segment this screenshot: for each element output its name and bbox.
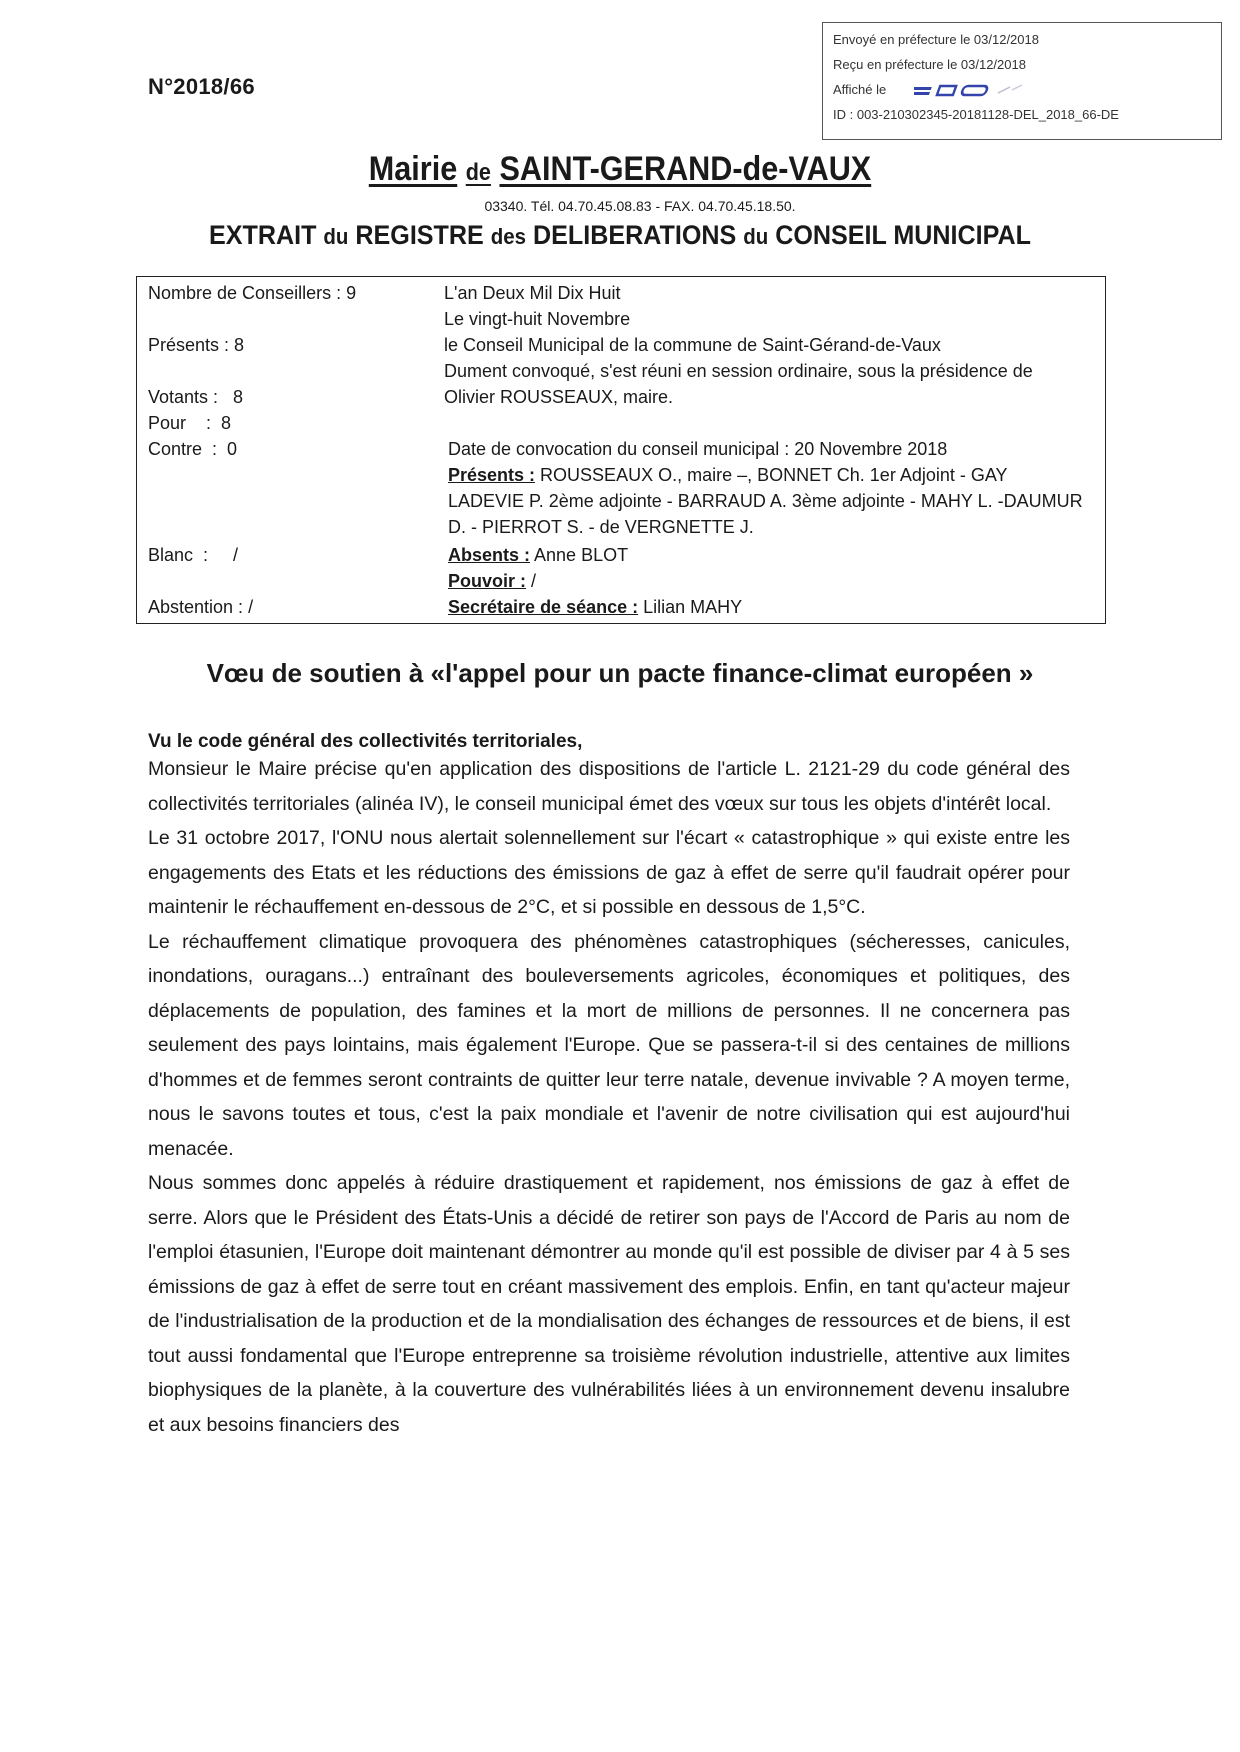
pouvoir-label: Pouvoir : (448, 571, 527, 591)
secretaire-line (448, 597, 742, 618)
session-president: Olivier ROUSSEAUX, maire. (444, 387, 674, 407)
mairie-de: de (465, 159, 491, 186)
nb-blanc: Blanc : / (148, 545, 239, 565)
nb-presents: Présents : 8 (148, 335, 245, 355)
voeu-title: Vœu de soutien à «l'appel pour un pacte finance-climat européen » (206, 658, 1034, 688)
paragraph-4: Nous sommes donc appelés à réduire drastiquement et rapidement, nos émissions de gaz à effet de serre. Alors que le Président des États-Unis a décidé de retirer son pays de l'Accord de Paris au nom de l'emploi étasunien, l'Europe doit maintenant démontrer au monde qu'il est possible de diviser par 4 à 5 ses émissions de gaz à effet de serre tout en créant massivement des emplois. Enfin, en tant qu'acteur majeur de l'industrialisation de la production et de la mondialisation des échanges de ressources et de biens, il est tout aussi fondamental que l'Europe entreprenne sa troisième révolution industrielle, attentive aux limites biophysiques de la planète, à la couverture des vulnérabilités liées à un environnement devenu insalubre et aux besoins financiers des (148, 1172, 1070, 1436)
deliberation-body (148, 752, 1070, 1442)
register-du-2: du (743, 224, 769, 249)
pouvoir-value: / (526, 571, 537, 591)
stamp-received-line: Reçu en préfecture le 03/12/2018 (833, 57, 1026, 72)
paragraph-3: Le réchauffement climatique provoquera des phénomènes catastrophiques (sécheresses, canicules, inondations, ouragans...) entraînant des bouleversements agricoles, économiques et politiques, des déplacements de population, des famines et la mort de millions de personnes. Il ne concernera pas seulement des pays lointains, mais également l'Europe. Que se passera-t-il si des centaines de millions d'hommes et de femmes seront contraints de quitter leur terre natale, devenue invivable ? A moyen terme, nous le savons toutes et tous, c'est la paix mondiale et l'avenir de notre civilisation qui est aujourd'hui menacée. (148, 930, 1070, 1160)
secretaire-value: Lilian MAHY (638, 597, 743, 617)
presents-names-1: ROUSSEAUX O., maire –, BONNET Ch. 1er Adjoint - GAY (535, 465, 1008, 485)
presents-line-3: D. - PIERROT S. - de VERGNETTE J. (448, 517, 754, 537)
stamp-posted-row (833, 77, 1211, 102)
mairie-word: Mairie (368, 150, 458, 188)
register-conseil: CONSEIL MUNICIPAL (775, 220, 1032, 250)
nb-contre: Contre : 0 (148, 439, 238, 459)
absents-label: Absents : (448, 545, 531, 565)
nb-pour: Pour : 8 (148, 413, 232, 433)
stamp-id-line: ID : 003-210302345-20181128-DEL_2018_66-DE (833, 107, 1119, 122)
presents-label: Présents : (448, 465, 536, 485)
slo-logo-icon (914, 81, 1024, 99)
section-heading: Vu le code général des collectivités territoriales, (148, 731, 583, 752)
register-deliberations: DELIBERATIONS (533, 220, 737, 250)
register-du: du (323, 224, 349, 249)
pouvoir-line (448, 571, 536, 592)
session-convened: Dument convoqué, s'est réuni en session ordinaire, sous la présidence de (444, 361, 1033, 381)
session-info-box (136, 276, 1106, 624)
presents-line-1 (448, 465, 1008, 486)
paragraph-2: Le 31 octobre 2017, l'ONU nous alertait solennellement sur l'écart « catastrophique » qui existe entre les engagements des Etats et les réductions des émissions de gaz à effet de serre qu'il faudrait opérer pour maintenir le réchauffement en-dessous de 2°C, et si possible en dessous de 1,5°C. (148, 827, 1070, 918)
stamp-posted-line: Affiché le (833, 82, 887, 97)
prefecture-stamp (822, 22, 1222, 140)
session-council: le Conseil Municipal de la commune de Saint-Gérand-de-Vaux (444, 335, 941, 355)
commune-name: SAINT-GERAND-de-VAUX (499, 150, 872, 188)
session-day: Le vingt-huit Novembre (444, 309, 631, 329)
nb-abstention: Abstention : / (148, 597, 254, 617)
document-number: N°2018/66 (148, 74, 255, 99)
absents-line (448, 545, 628, 566)
presents-line-2: LADEVIE P. 2ème adjointe - BARRAUD A. 3ème adjointe - MAHY L. -DAUMUR (448, 491, 1083, 511)
register-extrait: EXTRAIT (208, 220, 317, 250)
register-title (43, 220, 1196, 251)
absents-value: Anne BLOT (530, 545, 629, 565)
nb-conseillers: Nombre de Conseillers : 9 (148, 283, 357, 303)
mairie-title (62, 150, 1178, 189)
session-year: L'an Deux Mil Dix Huit (444, 283, 621, 303)
convocation-date: Date de convocation du conseil municipal : 20 Novembre 2018 (448, 439, 948, 459)
secretaire-label: Secrétaire de séance : (448, 597, 639, 617)
mairie-address: 03340. Tél. 04.70.45.08.83 - FAX. 04.70.45.18.50. (484, 198, 796, 214)
register-des: des (490, 224, 527, 249)
stamp-sent-line: Envoyé en préfecture le 03/12/2018 (833, 32, 1039, 47)
paragraph-1: Monsieur le Maire précise qu'en application des dispositions de l'article L. 2121-29 du code général des collectivités territoriales (alinéa IV), le conseil municipal émet des vœux sur tous les objets d'intérêt local. (148, 758, 1070, 815)
register-registre: REGISTRE (355, 220, 484, 250)
nb-votants: Votants : 8 (148, 387, 244, 407)
